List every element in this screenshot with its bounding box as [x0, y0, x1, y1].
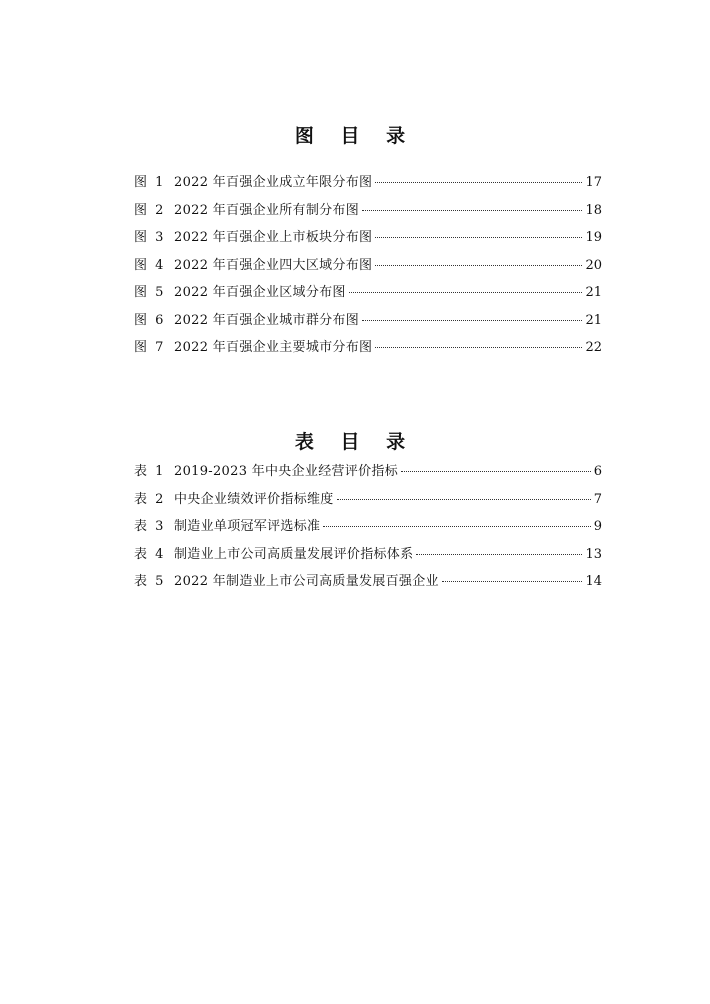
toc-entry-label: 表 4	[134, 546, 166, 562]
figures-toc-title: 图 目 录	[294, 125, 416, 147]
toc-dot-leader	[349, 292, 583, 293]
toc-entry-label: 图 7	[134, 340, 166, 355]
toc-dot-leader	[442, 581, 583, 582]
toc-entry-title: 制造业单项冠军评选标准	[174, 519, 321, 534]
toc-entry-page-number: 21	[585, 285, 602, 300]
toc-entry-page-number: 21	[585, 312, 602, 328]
toc-dot-leader	[375, 182, 582, 183]
toc-entry-title: 2022 年百强企业上市板块分布图	[174, 230, 373, 245]
toc-dot-leader	[416, 554, 582, 555]
toc-entry-label: 图 4	[134, 257, 166, 273]
toc-entry-title: 2022 年百强企业城市群分布图	[174, 312, 360, 328]
toc-dot-leader	[362, 320, 582, 321]
toc-entry-label: 表 1	[134, 464, 166, 479]
toc-entry[interactable]	[134, 228, 602, 256]
toc-entry-page-number: 17	[585, 175, 602, 190]
toc-dot-leader	[337, 499, 591, 500]
toc-entry-page-number: 18	[585, 202, 602, 218]
toc-entry-page-number: 7	[593, 491, 602, 507]
toc-entry-title: 2019-2023 年中央企业经营评价指标	[174, 464, 398, 479]
toc-entry-label: 图 2	[134, 202, 166, 218]
toc-entry[interactable]	[134, 462, 602, 490]
toc-entry[interactable]	[134, 490, 602, 518]
toc-entry-title: 中央企业绩效评价指标维度	[174, 491, 334, 507]
toc-entry[interactable]	[134, 517, 602, 545]
toc-entry[interactable]	[134, 256, 602, 284]
toc-entry[interactable]	[134, 311, 602, 339]
tables-toc-list	[134, 462, 602, 600]
toc-entry-label: 图 3	[134, 230, 166, 245]
toc-dot-leader	[375, 265, 582, 266]
toc-entry-page-number: 6	[593, 464, 602, 479]
toc-dot-leader	[401, 471, 591, 472]
toc-dot-leader	[375, 237, 582, 238]
toc-entry-page-number: 9	[593, 519, 602, 534]
toc-dot-leader	[323, 526, 590, 527]
toc-entry[interactable]	[134, 338, 602, 366]
toc-entry-title: 2022 年百强企业所有制分布图	[174, 202, 360, 218]
toc-entry-title: 2022 年百强企业主要城市分布图	[174, 340, 373, 355]
toc-entry-page-number: 20	[585, 257, 602, 273]
toc-entry-page-number: 22	[585, 340, 602, 355]
toc-entry-label: 表 5	[134, 574, 166, 589]
toc-entry[interactable]	[134, 283, 602, 311]
toc-entry-title: 2022 年制造业上市公司高质量发展百强企业	[174, 574, 439, 589]
toc-entry-title: 2022 年百强企业四大区域分布图	[174, 257, 373, 273]
toc-entry-label: 表 2	[134, 491, 166, 507]
toc-entry-label: 图 5	[134, 285, 166, 300]
figures-toc-list	[134, 173, 602, 366]
toc-entry[interactable]	[134, 201, 602, 229]
toc-entry-label: 图 1	[134, 175, 166, 190]
toc-entry-title: 制造业上市公司高质量发展评价指标体系	[174, 546, 414, 562]
tables-toc-title: 表 目 录	[294, 431, 416, 453]
toc-dot-leader	[362, 210, 582, 211]
toc-entry-label: 表 3	[134, 519, 166, 534]
toc-entry[interactable]	[134, 545, 602, 573]
toc-dot-leader	[375, 347, 582, 348]
toc-entry-label: 图 6	[134, 312, 166, 328]
toc-entry-page-number: 19	[585, 230, 602, 245]
toc-entry[interactable]	[134, 572, 602, 600]
toc-entry-title: 2022 年百强企业成立年限分布图	[174, 175, 373, 190]
toc-entry-page-number: 14	[585, 574, 602, 589]
toc-entry-title: 2022 年百强企业区域分布图	[174, 285, 346, 300]
toc-entry[interactable]	[134, 173, 602, 201]
toc-entry-page-number: 13	[585, 546, 602, 562]
